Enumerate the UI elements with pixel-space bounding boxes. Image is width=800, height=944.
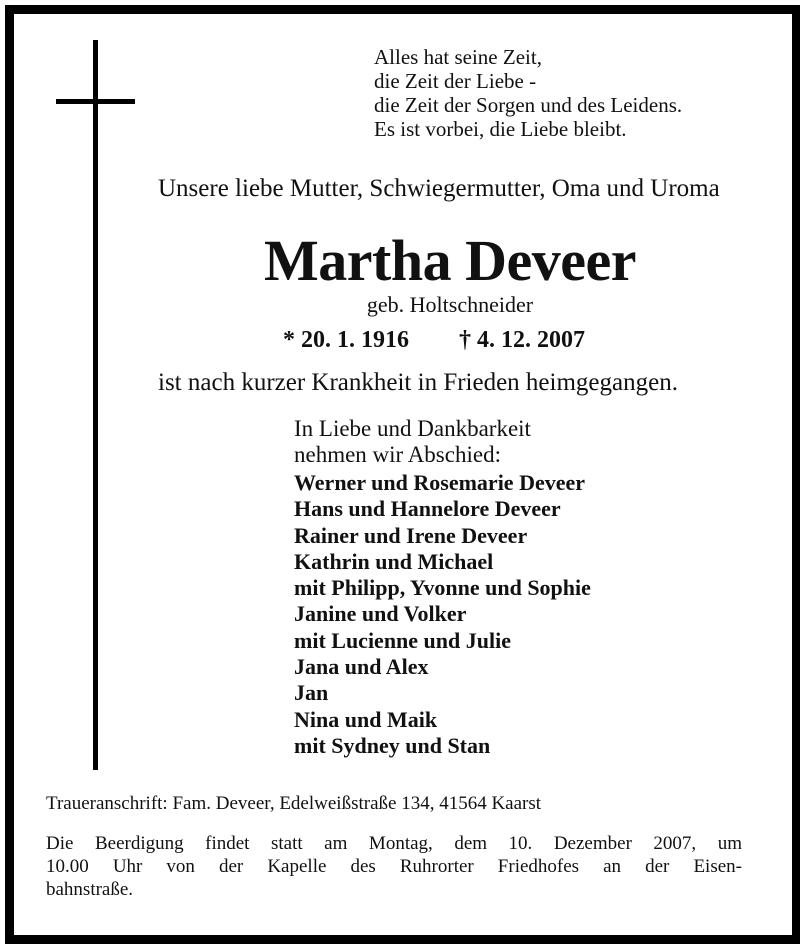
cross-icon (93, 40, 98, 770)
mourning-address: Traueranschrift: Fam. Deveer, Edelweißstraße 134, 41564 Kaarst (46, 793, 542, 814)
motto-line: die Zeit der Sorgen und des Leidens. (374, 93, 683, 117)
farewell-line: In Liebe und Dankbarkeit (294, 416, 531, 441)
funeral-info (46, 832, 742, 901)
mourners-list (294, 470, 591, 759)
funeral-line: 10.00 Uhr von der Kapelle des Ruhrorter Friedhofes an der Eisen- (46, 856, 742, 877)
cross-icon-bar (56, 99, 135, 104)
motto-line: die Zeit der Liebe - (374, 69, 537, 93)
farewell-text (294, 416, 531, 468)
funeral-line: bahnstraße. (46, 879, 134, 900)
motto (374, 45, 682, 141)
mourner-entry: Rainer und Irene Deveer (294, 522, 528, 548)
maiden-name: geb. Holtschneider (366, 292, 534, 317)
mourner-entry: Jana und Alex (294, 654, 429, 680)
funeral-line: Die Beerdigung findet statt am Montag, dem 10. Dezember 2007, um (46, 833, 742, 854)
deceased-name-block (170, 227, 730, 294)
mourner-entry: Kathrin und Michael (294, 548, 494, 574)
deceased-name: Martha Deveer (264, 228, 636, 293)
passed-text: ist nach kurzer Krankheit in Frieden heimgegangen. (158, 369, 678, 396)
intro-text: Unsere liebe Mutter, Schwiegermutter, Oma und Uroma (158, 175, 720, 202)
mourner-entry: mit Lucienne und Julie (294, 627, 511, 653)
motto-line: Alles hat seine Zeit, (374, 45, 542, 69)
mourner-entry: Jan (294, 680, 329, 706)
mourner-entry: mit Philipp, Yvonne und Sophie (294, 575, 591, 601)
mourner-entry: Nina und Maik (294, 706, 438, 732)
mourner-entry: mit Sydney und Stan (294, 732, 491, 758)
death-date: † 4. 12. 2007 (459, 327, 585, 353)
mourner-entry: Werner und Rosemarie Deveer (294, 470, 586, 495)
birth-date: * 20. 1. 1916 (283, 327, 409, 353)
motto-line: Es ist vorbei, die Liebe bleibt. (374, 117, 627, 141)
mourner-entry: Hans und Hannelore Deveer (294, 496, 561, 522)
farewell-line: nehmen wir Abschied: (294, 442, 501, 467)
mourner-entry: Janine und Volker (294, 601, 467, 627)
life-dates (283, 327, 585, 354)
